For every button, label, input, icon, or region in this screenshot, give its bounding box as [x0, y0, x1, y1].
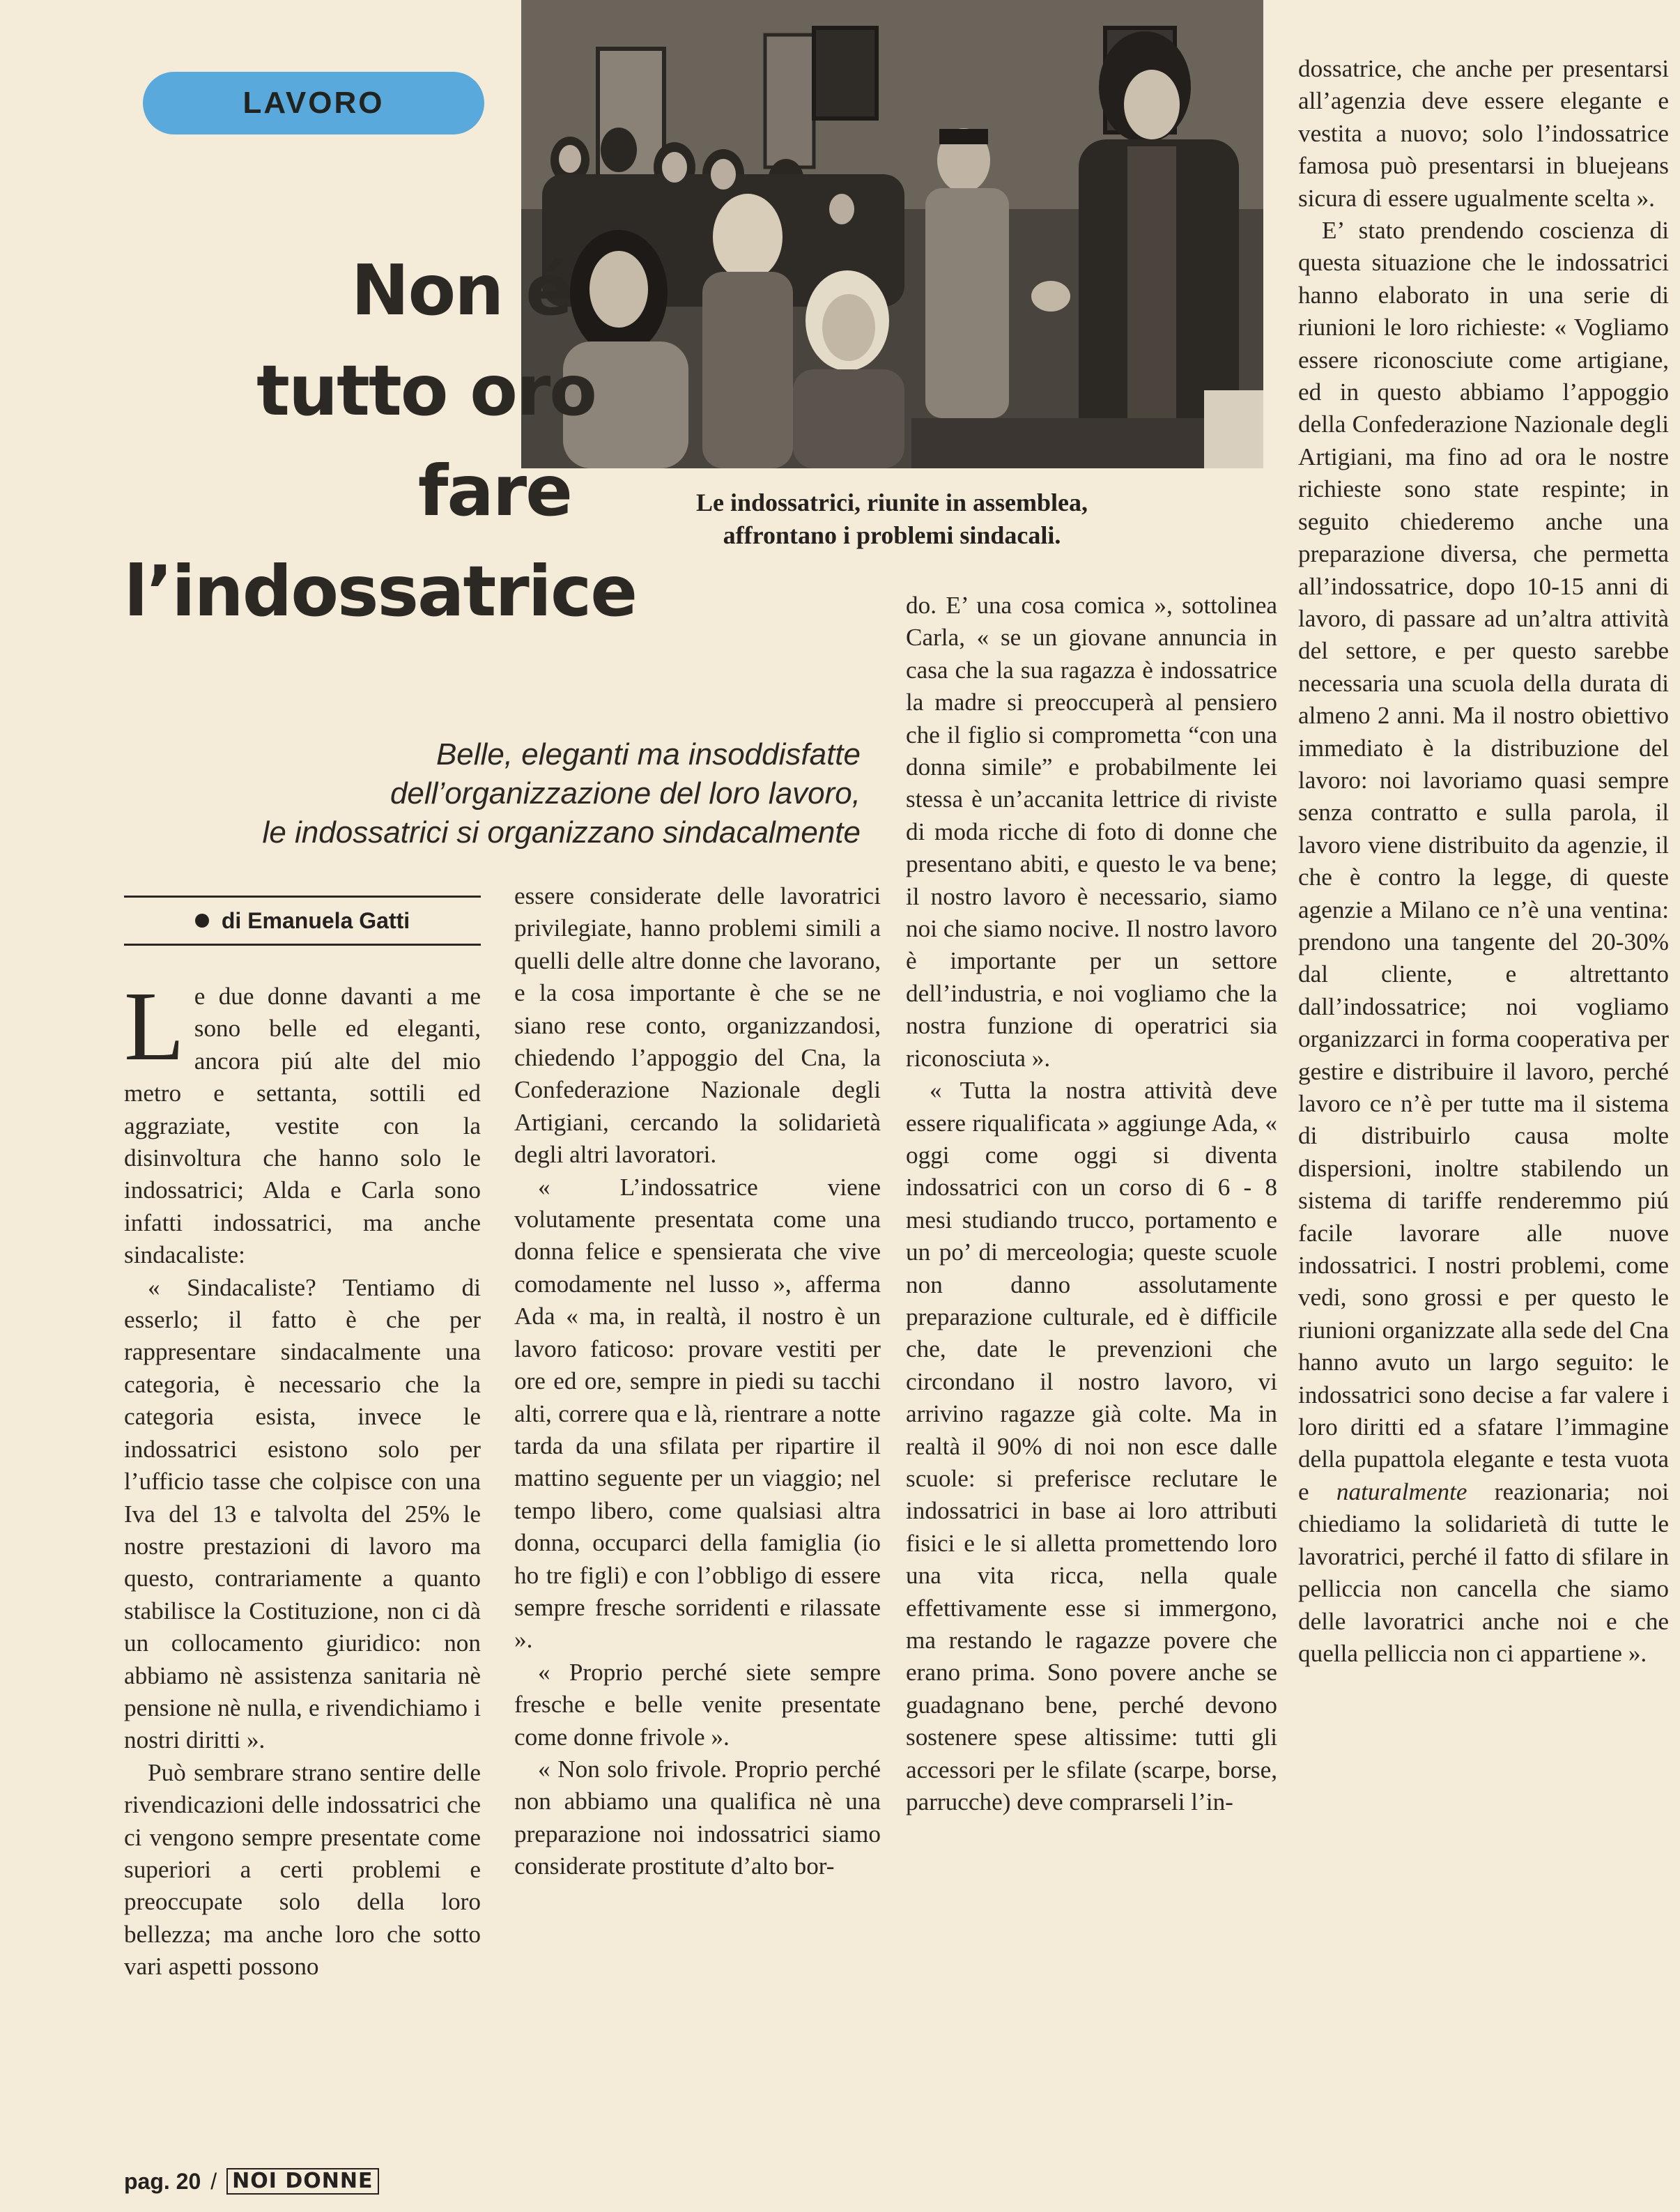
article-subtitle — [139, 735, 861, 852]
paragraph-text: E’ stato prendendo coscienza di questa situazione che le indossatrici hanno elaborato in una serie di riunioni le loro richieste: « Vogliamo essere riconosciute come artigiane, ed in questo abbiamo l’appoggio della Confederazione Nazionale degli Artigiani, ma fino ad ora le nostre richieste sono state respinte; in seguito chiederemo anche una preparazione diversa, che permetta all’indossatrice, dopo 10-15 anni di lavoro, di passare ad un’altra attività del settore, e per questo sarebbe necessaria una scuola della durata di almeno 2 anni. Ma il nostro obiettivo immediato è la distribuzione del lavoro: noi lavoriamo quasi sempre senza contratto e sulla parola, il lavoro viene distribuito da agenzie, il che è contro la legge, di queste agenzie a Milano ce n’è una ventina: prendono una tangente del 20-30% dal cliente, e altrettanto dall’indossatrice; noi vogliamo organizzarci in forma cooperativa per gestire e distribuire il lavoro, perché lavoro ce n’è per tutte ma il sistema di distribuirlo causa molte dispersioni, inoltre stabilendo un sistema di tariffe renderemmo piú facile lavorare alle nuove indossatrici. I nostri problemi, come vedi, sono grossi e per questo le riunioni organizzate alla sede del Cna hanno avuto un largo seguito: le indossatrici sono decise a far valere i loro diritti ed a sfatare l’immagine della pupattola elegante e testa vuota e — [1298, 217, 1669, 1505]
subtitle-line-3: le indossatrici si organizzano sindacalmente — [262, 815, 861, 850]
paragraph: do. E’ una cosa comica », sottolinea Carla, « se un giovane annuncia in casa che la sua ragazza è indossatrice la madre si preoccuperà al pensiero che il figlio si comprometta “con una donna simile” e probabilmente lei stessa è un’accanita lettrice di riviste di moda ricche di foto di donne che presentano abiti, e questo le va bene; il nostro lavoro è necessario, siamo noi che siamo nocive. Il nostro lavoro è importante per un settore dell’industria, e noi vogliamo che la nostra funzione di operatrici sia riconosciuta ». — [906, 592, 1277, 1072]
paragraph: « L’indossatrice viene volutamente presentata come una donna felice e spensierata che vive comodamente nel lusso », afferma Ada « ma, in realtà, il nostro è un lavoro faticoso: provare vestiti per ore ed ore, sempre in piedi su tacchi alti, correre qua e là, rientrare a notte tarda da una sfilata per ripartire il mattino seguente per un viaggio; nel tempo libero, come qualsiasi altra donna, occuparci della famiglia (io ho tre figli) e con l’obbligo di essere sempre fresche sorridenti e rilassate ». — [514, 1173, 881, 1654]
text-column-2 — [514, 880, 881, 2158]
paragraph-text: e due donne davanti a me sono belle ed eleganti, ancora piú alte del mio metro e settanta, sottili ed aggraziate, vestite con la disinvoltura che hanno solo le indossatrici; Alda e Carla sono infatti indossatrici, ma anche sindacaliste: — [124, 983, 481, 1269]
paragraph: Può sembrare strano sentire delle rivendicazioni delle indossatrici che ci vengono sempre presentate come superiori a certi problemi e preoccupate solo della loro bellezza; ma anche loro che sotto vari aspetti possono — [124, 1758, 481, 1981]
text-column-1 — [124, 981, 481, 2158]
paragraph: essere considerate delle lavoratrici privilegiate, hanno problemi simili a quelli delle altre donne che lavorano, e la cosa importante è che se ne siano rese conto, organizzandosi, chiedendo l’appoggio del Cna, la Confederazione Nazionale degli Artigiani, cercando la solidarietà degli altri lavoratori. — [514, 882, 881, 1169]
text-column-4 — [1298, 53, 1669, 2158]
byline — [124, 896, 481, 946]
dropcap: L — [124, 981, 185, 1081]
page-footer — [124, 2164, 379, 2199]
bullet-icon — [195, 914, 209, 928]
page-number: pag. 20 — [124, 2168, 201, 2194]
caption-line-2: affrontano i problemi sindacali. — [723, 521, 1061, 549]
paragraph: « Non solo frivole. Proprio perché non abbiamo una qualifica nè una preparazione noi indossatrici siamo considerate prostitute d’alto bor- — [514, 1755, 881, 1880]
headline-line-2: tutto oro — [256, 350, 596, 431]
section-tag — [143, 72, 484, 135]
section-label: LAVORO — [242, 86, 385, 120]
paragraph — [124, 981, 481, 1272]
article-headline — [84, 240, 676, 642]
paragraph-text: reazionaria; noi chiediamo la solidarietà di tutte le lavoratrici, perché il fatto di sfilare in pelliccia non cancella che siamo delle lavoratrici anche noi e che quella pelliccia non ci appartiene ». — [1298, 1477, 1669, 1667]
subtitle-line-1: Belle, eleganti ma insoddisfatte — [436, 737, 861, 771]
paragraph: dossatrice, che anche per presentarsi all’agenzia deve essere elegante e vestita a nuovo; solo l’indossatrice famosa può presentarsi in bluejeans sicura di essere ugualmente scelta ». — [1298, 55, 1669, 212]
paragraph — [1298, 215, 1669, 1670]
byline-author: di Emanuela Gatti — [221, 907, 410, 933]
paragraph: « Tutta la nostra attività deve essere riqualificata » aggiunge Ada, « oggi come oggi si diventa indossatrici con un corso di 6 - 8 mesi studiando trucco, portamento e un po’ di merceologia; queste scuole non danno assolutamente preparazione culturale, ed è difficile che, date le prevenzioni che circondano il nostro lavoro, vi arrivino ragazze già colte. Ma in realtà il 90% di noi non esce dalle scuole: si preferisce reclutare le indossatrici in base ai loro attributi fisici e le si alletta promettendo loro una vita ricca, nella quale effettivamente esse si immergono, ma restando le ragazze povere che erano prima. Sono povere anche se guadagnano bene, perché devono sostenere spese altissime: tutti gli accessori per le sfilate (scarpe, borse, parrucche) deve comprarseli l’in- — [906, 1077, 1277, 1816]
headline-line-1: Non é — [350, 249, 571, 331]
caption-line-1: Le indossatrici, riunite in assemblea, — [695, 489, 1088, 516]
italic-word: naturalmente — [1336, 1477, 1467, 1505]
footer-separator: / — [210, 2168, 217, 2194]
magazine-name: NOI DONNE — [226, 2168, 378, 2195]
headline-line-4: l’indossatrice — [124, 551, 637, 632]
paragraph: « Proprio perché siete sempre fresche e belle venite presentate come donne frivole ». — [514, 1658, 881, 1751]
text-column-3 — [906, 590, 1277, 2158]
subtitle-line-2: dell’organizzazione del loro lavoro, — [390, 776, 861, 811]
headline-line-3: fare — [417, 450, 571, 532]
paragraph: « Sindacaliste? Tentiamo di esserlo; il fatto è che per rappresentare sindacalmente una categoria, è necessario che la categoria esista, invece le indossatrici esistono solo per l’ufficio tasse che colpisce con una Iva del 13 e talvolta del 25% le nostre prestazioni di lavoro ma questo, contrariamente a quanto stabilisce la Costituzione, non ci dà un collocamento giuridico: non abbiamo nè assistenza sanitaria nè pensione nè nulla, e rivendichiamo i nostri diritti ». — [124, 1273, 481, 1754]
